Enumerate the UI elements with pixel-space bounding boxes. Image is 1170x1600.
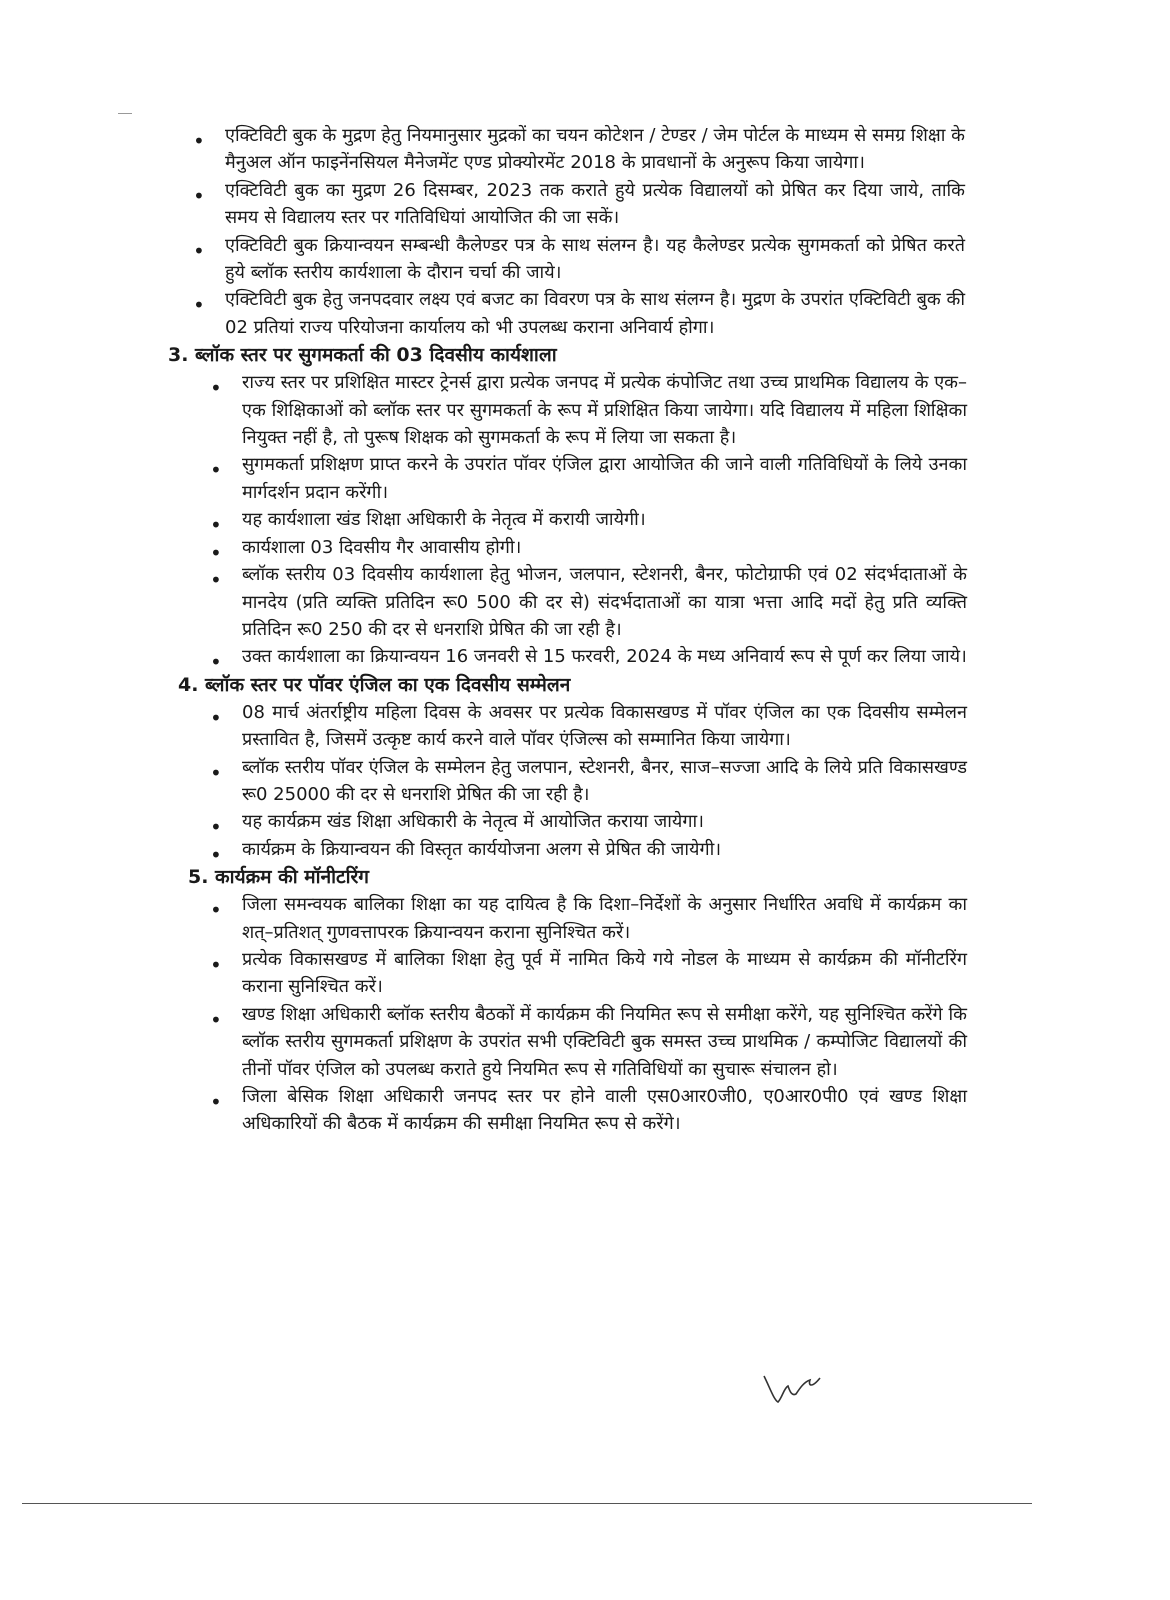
list-item: • एक्टिविटी बुक के मुद्रण हेतु नियमानुसार मुद्रकों का चयन कोटेशन / टेण्डर / जेम पोर्टल के माध्यम से समग्र शिक्षा के मैनुअल ऑन फाइनेंनसियल मैनेजमेंट एण्ड प्रोक्योरमेंट 2018 के प्रावधानों के अनुरूप किया जायेगा। xyxy=(225,122,965,177)
signature xyxy=(760,1368,830,1408)
section-3-list xyxy=(242,369,967,670)
list-item: • कार्यशाला 03 दिवसीय गैर आवासीय होगी। xyxy=(242,534,967,561)
activity-book-list xyxy=(225,122,965,341)
list-item: • प्रत्येक विकासखण्ड में बालिका शिक्षा हेतु पूर्व में नामित किये गये नोडल के माध्यम से कार्यक्रम की मॉनीटरिंग कराना सुनिश्चित करें। xyxy=(242,946,967,1001)
section-heading-5: 5. कार्यक्रम की मॉनीटरिंग xyxy=(188,866,369,889)
list-item: • सुगमकर्ता प्रशिक्षण प्राप्त करने के उपरांत पॉवर एंजिल द्वारा आयोजित की जाने वाली गतिविधियों के लिये उनका मार्गदर्शन प्रदान करेंगी। xyxy=(242,451,967,506)
list-item: • राज्य स्तर पर प्रशिक्षित मास्टर ट्रेनर्स द्वारा प्रत्येक जनपद में प्रत्येक कंपोजिट तथा उच्च प्राथमिक विद्यालय के एक–एक शिक्षिकाओं को ब्लॉक स्तर पर सुगमकर्ता के रूप में प्रशिक्षित किया जायेगा। यदि विद्यालय में महिला शिक्षिका नियुक्त नहीं है, तो पुरूष शिक्षक को सुगमकर्ता के रूप में लिया जा सकता है। xyxy=(242,369,967,451)
section-heading-3: 3. ब्लॉक स्तर पर सुगमकर्ता की 03 दिवसीय कार्यशाला xyxy=(168,344,557,367)
scan-mark xyxy=(118,113,132,114)
footer-rule xyxy=(22,1503,1032,1504)
list-item: • ब्लॉक स्तरीय पॉवर एंजिल के सम्मेलन हेतु जलपान, स्टेशनरी, बैनर, साज–सज्जा आदि के लिये प्रति विकासखण्ड रू0 25000 की दर से धनराशि प्रेषित की जा रही है। xyxy=(242,754,967,809)
list-item: • एक्टिविटी बुक का मुद्रण 26 दिसम्बर, 2023 तक कराते हुये प्रत्येक विद्यालयों को प्रेषित कर दिया जाये, ताकि समय से विद्यालय स्तर पर गतिविधियां आयोजित की जा सकें। xyxy=(225,177,965,232)
list-item: • खण्ड शिक्षा अधिकारी ब्लॉक स्तरीय बैठकों में कार्यक्रम की नियमित रूप से समीक्षा करेंगे, यह सुनिश्चित करेंगे कि ब्लॉक स्तरीय सुगमकर्ता प्रशिक्षण के उपरांत सभी एक्टिविटी बुक समस्त उच्च प्राथमिक / कम्पोजिट विद्यालयों की तीनों पॉवर एंजिल को उपलब्ध कराते हुये नियमित रूप से गतिविधियों का सुचारू संचालन हो। xyxy=(242,1001,967,1083)
list-item: • 08 मार्च अंतर्राष्ट्रीय महिला दिवस के अवसर पर प्रत्येक विकासखण्ड में पॉवर एंजिल का एक दिवसीय सम्मेलन प्रस्तावित है, जिसमें उत्कृष्ट कार्य करने वाले पॉवर एंजिल्स को सम्मानित किया जायेगा। xyxy=(242,699,967,754)
list-item: • एक्टिविटी बुक क्रियान्वयन सम्बन्धी कैलेण्डर पत्र के साथ संलग्न है। यह कैलेण्डर प्रत्येक सुगमकर्ता को प्रेषित करते हुये ब्लॉक स्तरीय कार्यशाला के दौरान चर्चा की जाये। xyxy=(225,232,965,287)
section-4-list xyxy=(242,699,967,863)
list-item: • यह कार्यक्रम खंड शिक्षा अधिकारी के नेतृत्व में आयोजित कराया जायेगा। xyxy=(242,808,967,835)
section-5-list xyxy=(242,891,967,1138)
list-item: • उक्त कार्यशाला का क्रियान्वयन 16 जनवरी से 15 फरवरी, 2024 के मध्य अनिवार्य रूप से पूर्ण कर लिया जाये। xyxy=(242,643,967,670)
list-item: • एक्टिविटी बुक हेतु जनपदवार लक्ष्य एवं बजट का विवरण पत्र के साथ संलग्न है। मुद्रण के उपरांत एक्टिविटी बुक की 02 प्रतियां राज्य परियोजना कार्यालय को भी उपलब्ध कराना अनिवार्य होगा। xyxy=(225,286,965,341)
list-item: • ब्लॉक स्तरीय 03 दिवसीय कार्यशाला हेतु भोजन, जलपान, स्टेशनरी, बैनर, फोटोग्राफी एवं 02 संदर्भदाताओं के मानदेय (प्रति व्यक्ति प्रतिदिन रू0 500 की दर से) संदर्भदाताओं का यात्रा भत्ता आदि मदों हेतु प्रति व्यक्ति प्रतिदिन रू0 250 की दर से धनराशि प्रेषित की जा रही है। xyxy=(242,561,967,643)
section-heading-4: 4. ब्लॉक स्तर पर पॉवर एंजिल का एक दिवसीय सम्मेलन xyxy=(178,673,571,696)
document-page xyxy=(0,122,1170,1138)
list-item: • यह कार्यशाला खंड शिक्षा अधिकारी के नेतृत्व में करायी जायेगी। xyxy=(242,506,967,533)
list-item: • जिला बेसिक शिक्षा अधिकारी जनपद स्तर पर होने वाली एस0आर0जी0, ए0आर0पी0 एवं खण्ड शिक्षा अधिकारियों की बैठक में कार्यक्रम की समीक्षा नियमित रूप से करेंगे। xyxy=(242,1083,967,1138)
list-item: • जिला समन्वयक बालिका शिक्षा का यह दायित्व है कि दिशा–निर्देशों के अनुसार निर्धारित अवधि में कार्यक्रम का शत्–प्रतिशत् गुणवत्तापरक क्रियान्वयन कराना सुनिश्चित करें। xyxy=(242,891,967,946)
list-item: • कार्यक्रम के क्रियान्वयन की विस्तृत कार्ययोजना अलग से प्रेषित की जायेगी। xyxy=(242,836,967,863)
